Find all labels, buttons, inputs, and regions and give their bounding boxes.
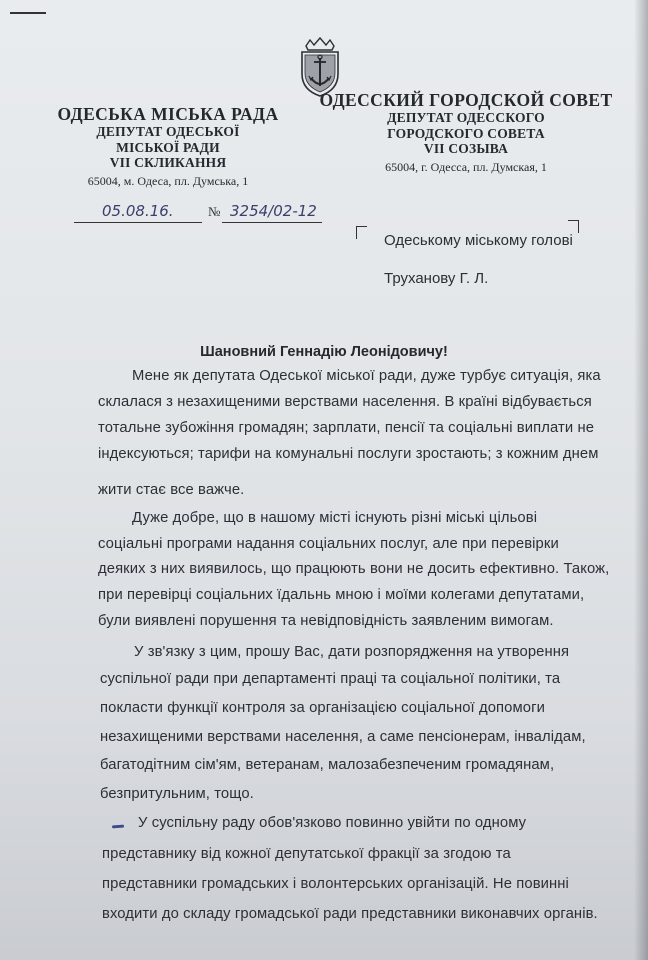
header-right-line3: VII СОЗЫВА: [423, 141, 509, 156]
body-line: У суспільну раду обов'язково повинно увійти по одному: [138, 815, 527, 831]
registration-line: [74, 202, 324, 226]
registration-date: 05.08.16.: [102, 202, 174, 220]
body-line: склалася з незахищеними верствами населення. В країні відбувається: [98, 394, 592, 410]
header-right-line1: ДЕПУТАТ ОДЕССКОГО: [387, 110, 545, 125]
body-line: суспільної ради при департаменті праці та соціальної політики, та: [100, 671, 561, 687]
header-left-title: ОДЕСЬКА МІСЬКА РАДА: [57, 104, 279, 124]
body-line: представнику від кожної депутатської фракції за згодою та: [102, 846, 511, 862]
body-line: безпритульним, тощо.: [100, 786, 254, 802]
number-underline: [222, 222, 322, 223]
body-line: жити стає все важче.: [98, 482, 245, 498]
header-right-address: 65004, г. Одесса, пл. Думская, 1: [385, 159, 547, 174]
body-line: Дуже добре, що в нашому місті існують різні міські цільові: [132, 510, 538, 526]
header-left-line2: МІСЬКОЇ РАДИ: [116, 139, 220, 155]
header-left-line3: VII СКЛИКАННЯ: [109, 155, 227, 170]
addressee-bracket-left: [356, 226, 367, 239]
body-line: представники громадських і волонтерських організацій. Не повинні: [102, 876, 569, 892]
body-line: Мене як депутата Одеської міської ради, дуже турбує ситуація, яка: [132, 368, 601, 384]
body-line: соціальні програми надання соціальних послуг, але при перевірки: [98, 536, 559, 552]
body-line: входити до складу громадської ради представники виконавчих органів.: [102, 906, 598, 922]
header-left-block: [48, 104, 288, 189]
body-line: індексуються; тарифи на комунальні послуги зростають; з кожним днем: [98, 446, 599, 462]
page-corner-mark: [10, 12, 46, 14]
body-line: при перевірці соціальних їдальнь мною і моїми колегами депутатами,: [98, 587, 585, 603]
header-right-title: ОДЕССКИЙ ГОРОДСКОЙ СОВЕТ: [319, 90, 613, 110]
odesa-coat-of-arms-icon: [296, 36, 344, 98]
date-underline: [74, 222, 202, 223]
body-line: У зв'язку з цим, прошу Вас, дати розпорядження на утворення: [134, 644, 570, 660]
body-line: покласти функції контроля за організацією соціальної допомоги: [100, 700, 545, 716]
header-right-line2: ГОРОДСКОГО СОВЕТА: [387, 125, 545, 141]
header-right-block: [318, 90, 614, 175]
header-left-address: 65004, м. Одеса, пл. Думська, 1: [87, 173, 249, 188]
registration-number-label: №: [208, 204, 221, 219]
body-line: деяких з них виявилось, що працюють вони не досить ефективно. Також,: [98, 561, 610, 577]
salutation: Шановний Геннадію Леонідовичу!: [200, 344, 448, 360]
body-line: незахищеними верствами населення, а саме пенсіонерам, інвалідам,: [100, 729, 586, 745]
body-line: багатодітним сім'ям, ветеранам, малозабезпеченим громадянам,: [100, 757, 555, 773]
header-left-line1: ДЕПУТАТ ОДЕСЬКОЇ: [96, 124, 240, 139]
addressee-line-2: Труханову Г. Л.: [384, 270, 489, 287]
registration-number: 3254/02-12: [230, 202, 317, 220]
handwritten-dash-mark: [112, 825, 124, 829]
body-line: тотальне зубожіння громадян; зарплати, пенсії та соціальні виплати не: [98, 420, 595, 436]
addressee-line-1: Одеському міському голові: [384, 232, 573, 249]
body-line: були виявлені порушення та невідповідність заявленим вимогам.: [98, 613, 554, 629]
